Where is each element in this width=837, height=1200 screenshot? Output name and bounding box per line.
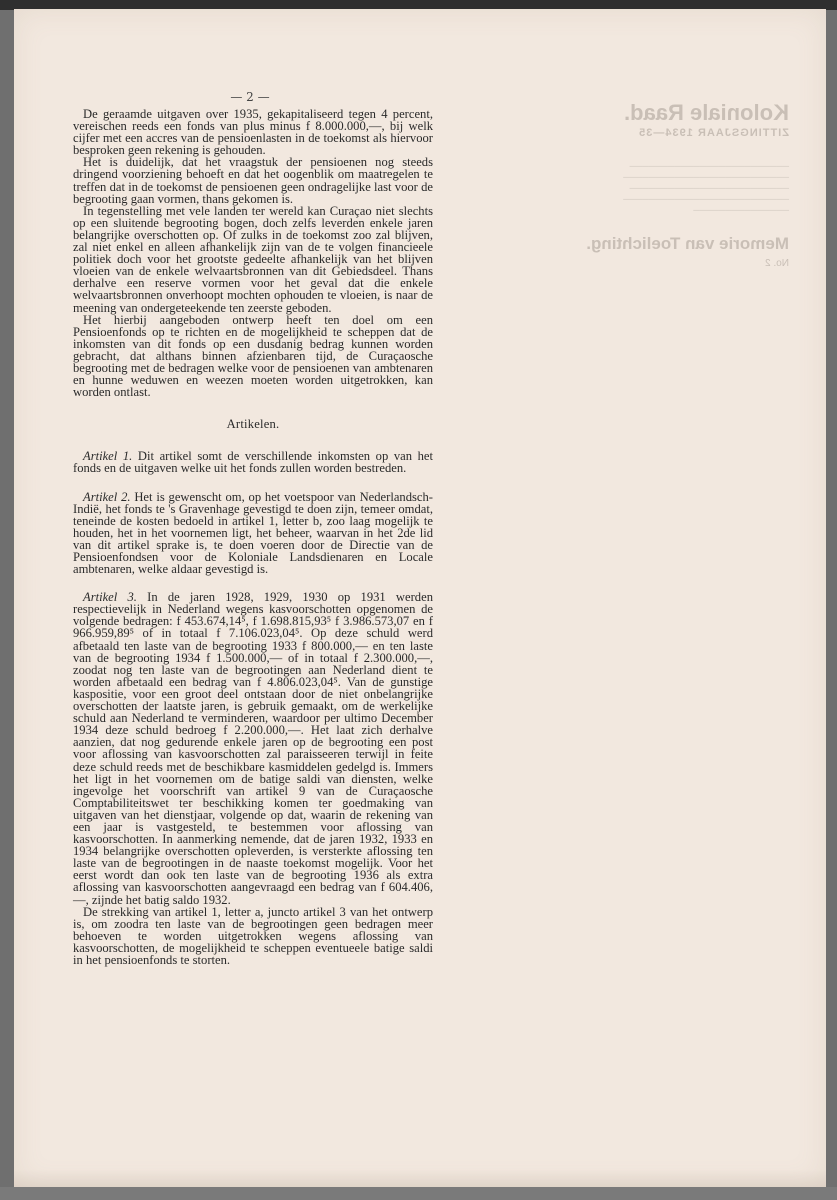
article-3-label: Artikel 3. bbox=[83, 590, 137, 605]
paragraph-intro-1: De geraamde uitgaven over 1935, gekapitaliseerd tegen 4 percent, vereischen reeds een fonds van plus minus f 8.000.000,—, bij welk cijfer met een accres van de pensioenlasten in de toekomst als hiervoor besproken geen rekening is gehouden. bbox=[73, 107, 433, 158]
paragraph-intro-3: In tegenstelling met vele landen ter wereld kan Curaçao niet slechts op een sluitende begrooting bogen, doch zelfs leverden enkele jaren belangrijke overschotten op. Of zulks in de toekomst zoo zal blijven, zal niet enkel en alleen afhankelijk zijn van de te volgen financieele politiek doch voor het grootste gedeelte afhankelijk van het blijven vloeien van de enkele welvaartsbronnen van dit Gebiedsdeel. Thans derhalve een reserve vormen voor het geval dat die enkele welvaartsbronnen onverhoopt mochten ophouden te vloeien, is naar de meening van ondergeteekende ten zeerste geboden. bbox=[73, 203, 433, 315]
show-through-title: Koloniale Raad. bbox=[623, 100, 789, 125]
show-through-reverse-side bbox=[489, 101, 789, 269]
show-through-subtitle: ZITTINGSJAAR 1934—35 bbox=[638, 127, 789, 139]
scanner-bottom-edge bbox=[0, 1187, 837, 1200]
show-through-lines: ───────────────────────── ────────────────────────── ───────────────────────── ────────────────────────── ─────────────── bbox=[623, 161, 789, 215]
show-through-nr: No. 2 bbox=[765, 258, 789, 269]
paragraph-intro-2: Het is duidelijk, dat het vraagstuk der pensioenen nog steeds dringend voorziening behoeft en dat het oogenblik om maatregelen te treffen dat in de toekomst de pensioenen geen ondragelijke last voor de begrooting gaan vormen, thans gekomen is. bbox=[73, 155, 433, 206]
article-1-label: Artikel 1. bbox=[83, 449, 133, 464]
article-1-text: Dit artikel somt de verschillende inkomsten op van het fonds en de uitgaven welke uit het fonds zullen worden bestreden. bbox=[73, 449, 433, 476]
article-3-paragraph bbox=[73, 591, 433, 905]
article-2-paragraph bbox=[73, 491, 433, 576]
article-1-paragraph bbox=[73, 450, 433, 474]
document-body bbox=[73, 108, 433, 966]
paragraph-closing: De strekking van artikel 1, letter a, juncto artikel 3 van het ontwerp is, om zoodra ten laste van de begrootingen geen bedragen meer behoeven te worden uitgetrokken wegens aflossing van kasvoorschotten, de mogelijkheid te scheppen eventueele batige saldi in het pensioenfonds te storten. bbox=[73, 904, 433, 967]
section-heading: Artikelen. bbox=[226, 417, 280, 432]
article-2-text: Het is gewenscht om, op het voetspoor van Nederlandsch-Indië, het fonds te 's Gravenhage gevestigd te doen zijn, temeer omdat, teneinde de kosten bedoeld in artikel 1, letter b, zoo laag mogelijk te houden, het in het voornemen ligt, het beheer, waarvan in het 2de lid van dit artikel sprake is, te doen voeren door de Directie van de Pensioenfondsen voor de Koloniale Landsdienaren en Locale ambtenaren, welke aldaar gevestigd is. bbox=[73, 489, 433, 577]
article-3-text: In de jaren 1928, 1929, 1930 op 1931 werden respectievelijk in Nederland wegens kasvoorschotten opgenomen de volgende bedragen: f 453.674,14⁵, f 1.698.815,93⁵ f 3.986.573,07 en f 966.959,89⁵ of in totaal f 7.106.023,04⁵. Op deze schuld werd afbetaald ten laste van de begrooting 1933 f 800.000,— en ten laste van de begrooting 1934 f 1.500.000,— of in totaal f 2.300.000,—, zoodat nog ten laste van de begrootingen aan Nederland dient te worden afbetaald een bedrag van f 4.806.023,04⁵. Van de gunstige kaspositie, voor een groot deel ontstaan door de niet onbelangrijke overschotten der laatste jaren, is gebruik gemaakt, om de werkelijke schuld aan Nederland te verminderen, waardoor per ultimo December 1934 deze schuld bedroeg f 2.200.000,—. Het laat zich derhalve aanzien, dat nog gedurende enkele jaren op de begrooting een post voor aflossing van kasvoorschotten zal paraisseeren terwijl in feite deze schuld reeds met de beschikbare kasmiddelen gedelgd is. Immers het ligt in het voornemen om de batige saldi van diensten, welke ingevolge het voorschrift van artikel 9 van de Curaçaosche Comptabiliteitswet ter beschikking komen ter goedmaking van uitgaven van het dienstjaar, volgende op dat, waarin de rekening van een jaar is vastgesteld, te bestemmen voor aflossing van kasvoorschotten. In aanmerking nemende, dat de jaren 1932, 1933 en 1934 belangrijke overschotten opleverden, is versterkte aflossing ten laste van de begrootingen in de naaste toekomst mogelijk. Voor het eerst wordt dan ook ten laste van de begrooting 1936 als extra aflossing van kasvoorschotten aangevraagd een bedrag van f 604.406,—, zijnde het batig saldo 1932. bbox=[73, 590, 433, 907]
paragraph-intro-4: Het hierbij aangeboden ontwerp heeft ten doel om een Pensioenfonds op te richten en de mogelijkheid te scheppen dat de inkomsten van dit fonds op een dusdanig bedrag kunnen worden gebracht, dat althans binnen afzienbaren tijd, de Curaçaosche begrooting met de bedragen welke voor de pensioenen van ambtenaren en hunne weduwen en weezen moeten worden uitgetrokken, kan worden ontlast. bbox=[73, 312, 433, 400]
page-number: — 2 — bbox=[230, 90, 270, 104]
article-2-label: Artikel 2. bbox=[83, 489, 131, 504]
show-through-memo: Memorie van Toelichting. bbox=[586, 234, 789, 253]
